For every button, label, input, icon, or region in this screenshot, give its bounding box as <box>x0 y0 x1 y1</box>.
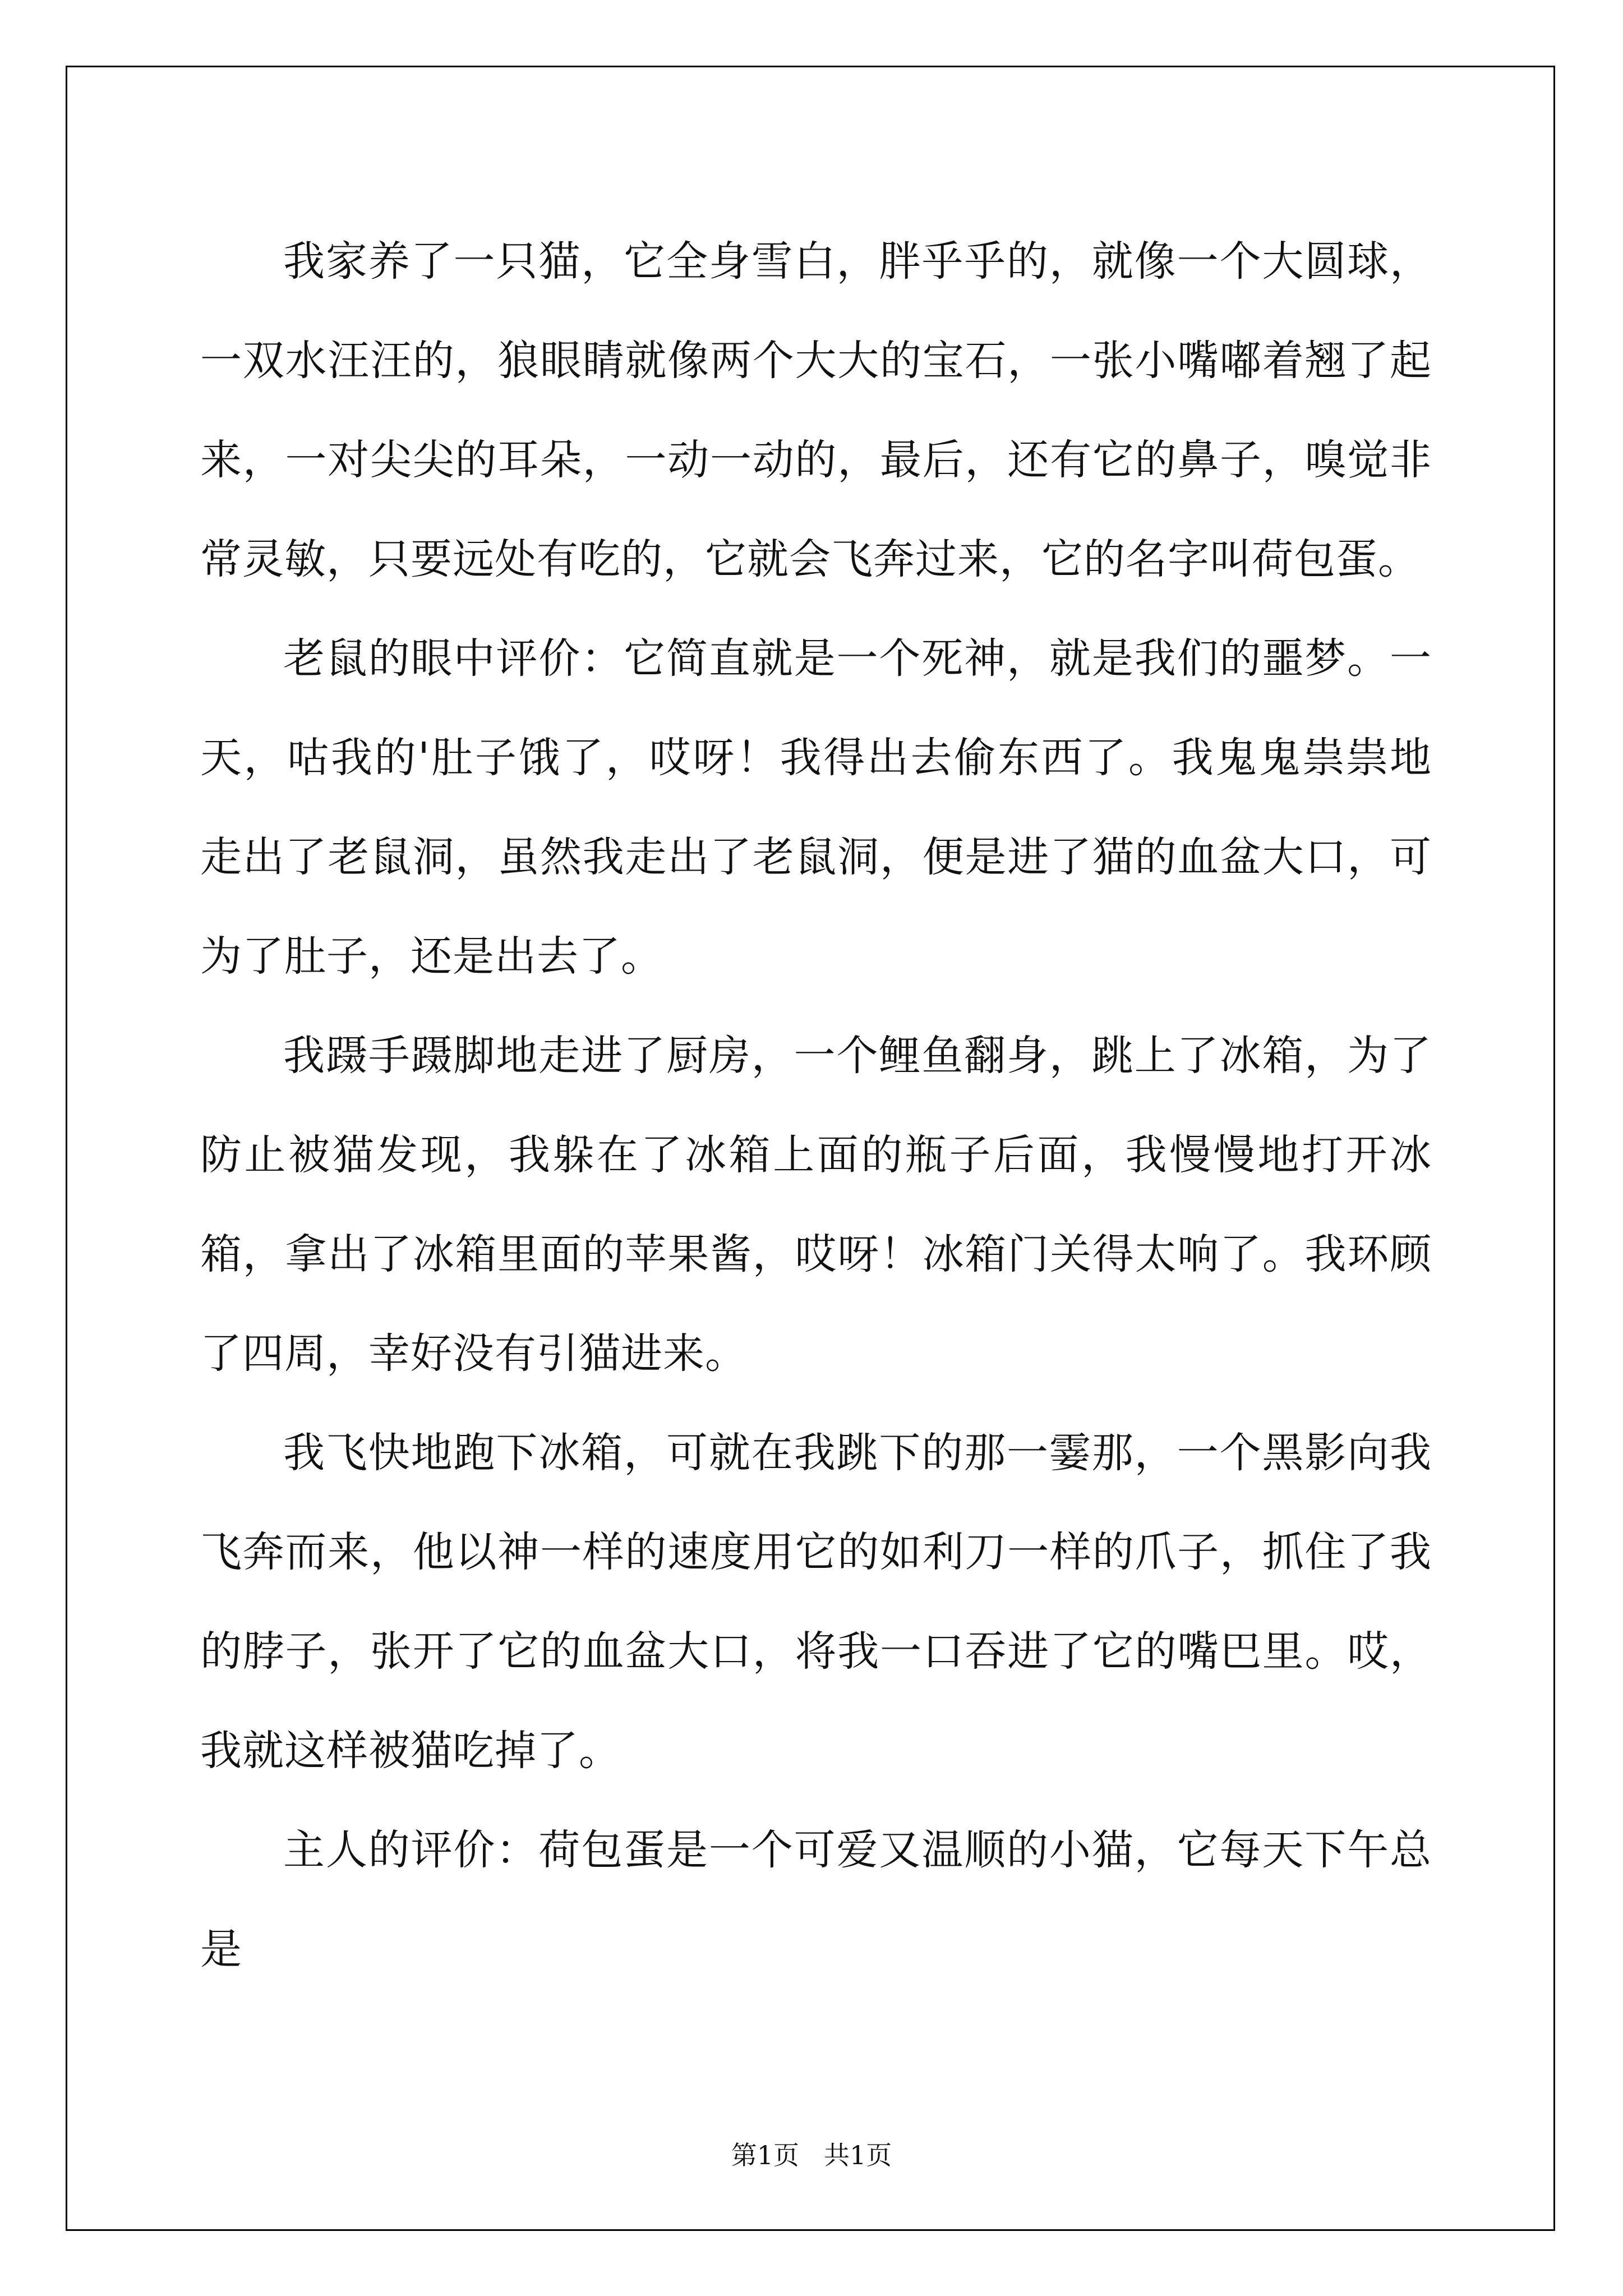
paragraph-5: 主人的评价：荷包蛋是一个可爱又温顺的小猫，它每天下午总是 <box>200 1826 1432 1973</box>
paragraph-4: 我飞快地跑下冰箱，可就在我跳下的那一霎那，一个黑影向我飞奔而来，他以神一样的速度用它的如利刀一样的爪子，抓住了我的脖子，张开了它的血盆大口，将我一口吞进了它的嘴巴里。哎，我就这样被猫吃掉了。 <box>200 1429 1432 1775</box>
page-total: 共1页 <box>823 2140 892 2170</box>
page-number: 第1页 <box>731 2140 800 2170</box>
page-footer <box>0 2135 1623 2172</box>
document-body <box>200 212 1432 1999</box>
paragraph-2: 老鼠的眼中评价：它简直就是一个死神，就是我们的噩梦。一天，咕我的'肚子饿了，哎呀！我得出去偷东西了。我鬼鬼祟祟地走出了老鼠洞，虽然我走出了老鼠洞，便是进了猫的血盆大口，可为了肚子，还是出去了。 <box>200 634 1432 981</box>
paragraph-3: 我蹑手蹑脚地走进了厨房，一个鲤鱼翻身，跳上了冰箱，为了防止被猫发现，我躲在了冰箱上面的瓶子后面，我慢慢地打开冰箱，拿出了冰箱里面的苹果酱，哎呀！冰箱门关得太响了。我环顾了四周，幸好没有引猫进来。 <box>200 1032 1432 1378</box>
paragraph-1: 我家养了一只猫，它全身雪白，胖乎乎的，就像一个大圆球，一双水汪汪的，狼眼睛就像两个大大的宝石，一张小嘴嘟着翘了起来，一对尖尖的耳朵，一动一动的，最后，还有它的鼻子，嗅觉非常灵敏，只要远处有吃的，它就会飞奔过来，它的名字叫荷包蛋。 <box>200 237 1432 583</box>
